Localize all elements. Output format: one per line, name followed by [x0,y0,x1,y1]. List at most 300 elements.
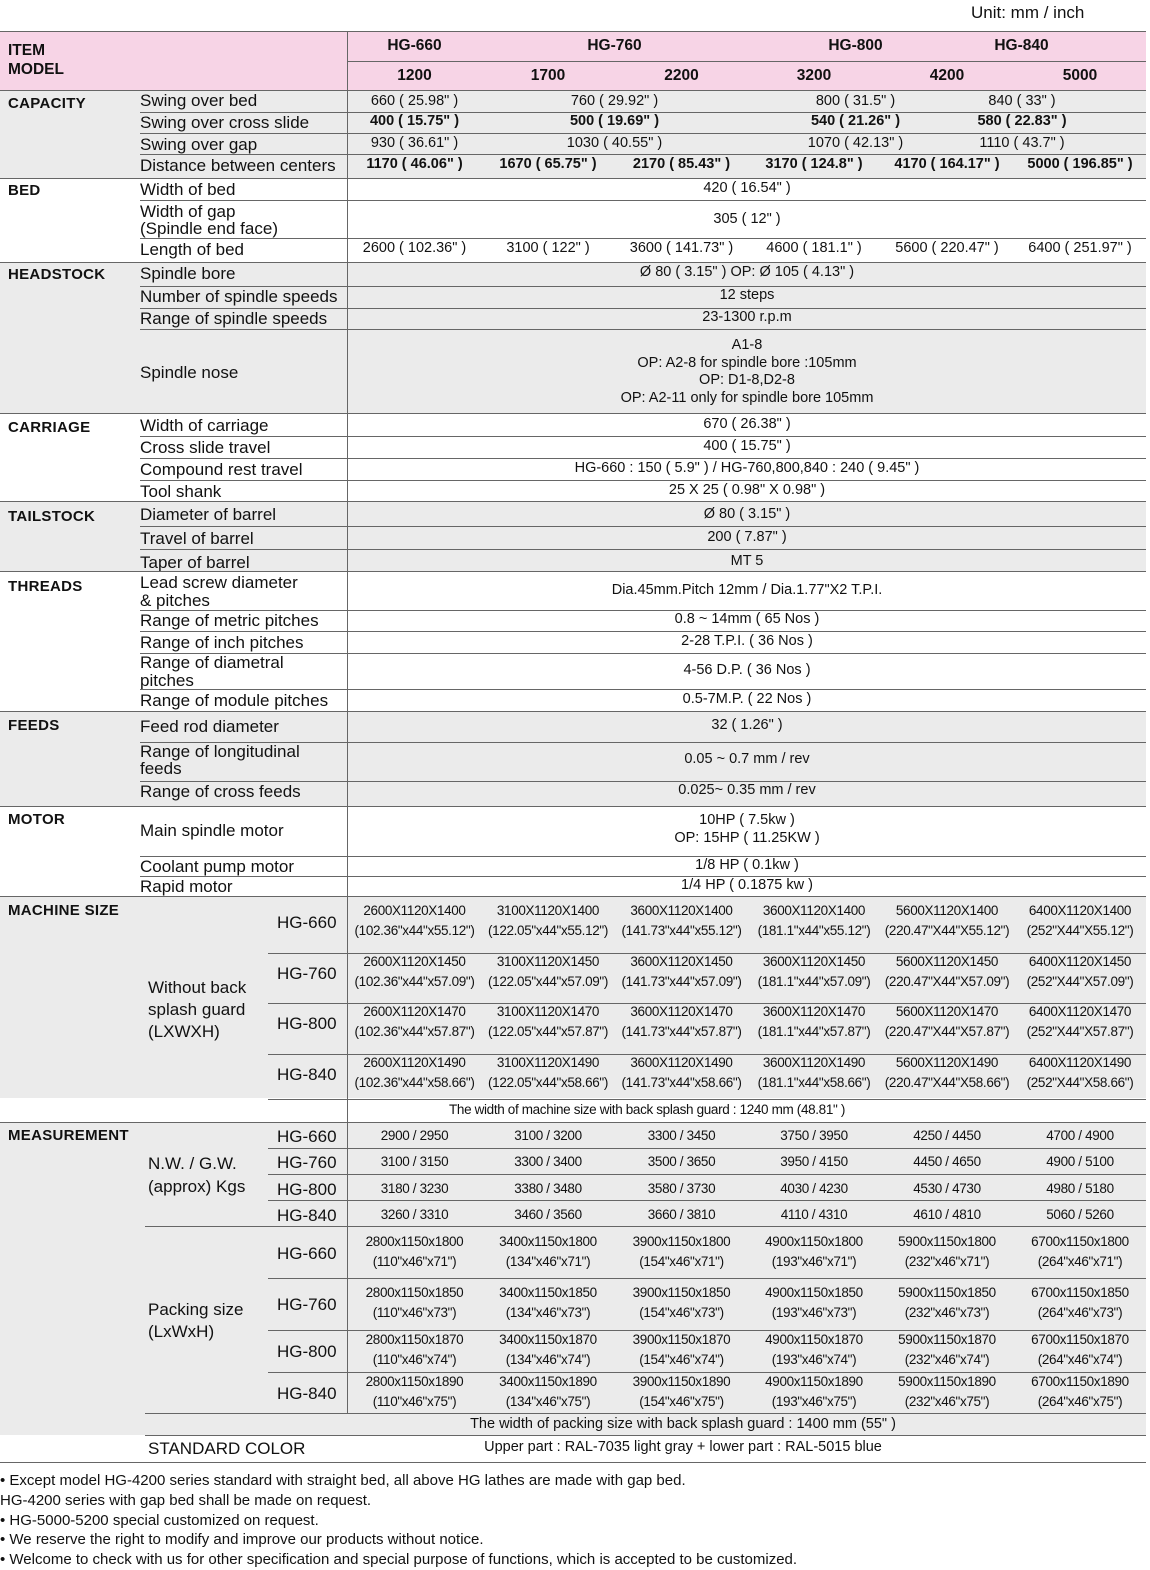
item-width-gap-2: (Spindle end face) [140,219,278,238]
machine-size-inches: (220.47"X44"X55.12") [884,923,1010,938]
machine-size-dims: 6400X1120X1490 [1028,1055,1132,1070]
machine-size-inches: (252"X44"X58.66") [1026,1075,1134,1090]
row-rule [268,1148,1146,1149]
module-pitches-value: 0.5-7M.P. ( 22 Nos ) [682,691,812,707]
machine-size-dims: 6400X1120X1400 [1028,903,1132,918]
packing-inches: (232"x46"x75") [904,1394,990,1409]
dia-barrel-value: Ø 80 ( 3.15" ) [703,506,791,522]
packing-note: The width of packing size with back splash guard : 1400 mm (55" ) [470,1416,896,1432]
row-rule [140,480,1146,481]
row-rule [140,458,1146,459]
packing-inches: (110"x46"x73") [372,1305,457,1320]
packing-inches: (193"x46"x71") [771,1254,857,1269]
item-rapid-motor: Rapid motor [140,877,233,896]
spindle-bore-value: Ø 80 ( 3.15" ) OP: Ø 105 ( 4.13" ) [639,264,855,280]
weight-model: HG-840 [277,1206,337,1225]
bed-length: 5000 [1062,67,1098,84]
machine-size-inches: (102.36"x44"x58.66") [354,1075,475,1090]
machine-size-note: The width of machine size with back splash guard : 1240 mm (48.81" ) [449,1102,845,1117]
row-rule [140,286,1146,287]
weight-label: N.W. / G.W. [148,1154,237,1173]
row-rule [140,154,1146,155]
row-rule [268,1174,1146,1175]
item-long-feeds-2: feeds [140,759,182,778]
item-metric-pitches: Range of metric pitches [140,611,319,630]
machine-size-model: HG-760 [277,964,337,983]
row-rule [140,436,1146,437]
packing-inches: (134"x46"x73") [505,1305,591,1320]
item-diametral-2: pitches [140,671,194,690]
machine-size-dims: 3600X1120X1470 [630,1004,733,1019]
packing-dims: 3400x1150x1800 [499,1234,597,1249]
swing-bed-value: 760 ( 29.92" ) [570,93,659,109]
bed-length: 3200 [796,67,832,84]
item-width-carriage: Width of carriage [140,416,269,435]
section-machine-size: MACHINE SIZE [8,902,120,919]
num-speeds-value: 12 steps [719,287,775,303]
machine-size-dims: 6400X1120X1450 [1028,954,1132,969]
inch-pitches-value: 2-28 T.P.I. ( 36 Nos ) [681,633,813,649]
machine-size-inches: (252"X44"X57.87") [1026,1024,1134,1039]
machine-size-dims: 3600X1120X1450 [630,954,733,969]
dist-centers-value: 1670 ( 65.75" ) [499,156,597,172]
section-rule [0,1122,1146,1123]
weight-value: 2900 / 2950 [380,1128,449,1143]
range-speeds-value: 23-1300 r.p.m [702,309,792,325]
model-label: MODEL [8,61,64,78]
item-num-speeds: Number of spindle speeds [140,287,338,306]
packing-dims: 3900x1150x1870 [632,1332,731,1347]
long-feeds-value: 0.05 ~ 0.7 mm / rev [684,751,810,767]
weight-value: 3100 / 3150 [380,1154,449,1169]
machine-size-inches: (181.1"x44"x55.12") [757,923,871,938]
packing-inches: (193"x46"x74") [771,1352,857,1367]
footnote: • HG-5000-5200 special customized on request. [0,1511,319,1529]
machine-size-dims: 3600X1120X1450 [762,954,866,969]
swing-bed-value: 800 ( 31.5" ) [815,93,896,109]
packing-dims: 3900x1150x1800 [632,1234,731,1249]
machine-size-dims: 3600X1120X1490 [762,1055,866,1070]
section-headstock: HEADSTOCK [8,266,106,283]
machine-size-inches: (141.73"x44"x57.87") [621,1024,742,1039]
weight-value: 4980 / 5180 [1046,1181,1114,1196]
bed-length: 4200 [929,67,965,84]
machine-size-label-3: (LXWXH) [148,1022,220,1041]
length-bed-value: 4600 ( 181.1" ) [766,240,862,256]
row-rule [268,1054,1146,1055]
table-bottom-rule [0,1462,1146,1463]
section-motor: MOTOR [8,811,66,828]
footnote: • We reserve the right to modify and improve our products without notice. [0,1531,484,1549]
packing-model: HG-800 [277,1342,337,1361]
swing-gap-value: 1030 ( 40.55" ) [566,135,663,151]
feed-rod-value: 32 ( 1.26" ) [711,717,783,733]
machine-size-inches: (141.73"x44"x57.09") [621,974,742,989]
dist-centers-value: 4170 ( 164.17" ) [894,156,1000,172]
item-width-gap: Width of gap [140,202,236,221]
weight-value: 3950 / 4150 [780,1154,848,1169]
weight-value: 3100 / 3200 [514,1128,582,1143]
item-length-bed: Length of bed [140,240,244,259]
packing-inches: (134"x46"x75") [505,1394,591,1409]
weight-value: 4700 / 4900 [1046,1128,1114,1143]
packing-label: Packing size [148,1300,244,1319]
machine-size-inches: (102.36"x44"x55.12") [354,923,475,938]
machine-size-dims: 2600X1120X1470 [363,1004,466,1019]
length-bed-value: 3100 ( 122" ) [506,240,590,256]
machine-size-dims: 3100X1120X1470 [496,1004,600,1019]
spindle-nose-value: OP: A2-8 for spindle bore :105mm [637,354,857,371]
weight-value: 3580 / 3730 [647,1181,716,1196]
standard-color-label: STANDARD COLOR [148,1439,306,1458]
footnote: • Welcome to check with us for other specification and special purpose of functions, which is accepted to be customized. [0,1551,798,1569]
dist-centers-value: 5000 ( 196.85" ) [1027,156,1133,172]
packing-inches: (134"x46"x74") [505,1352,591,1367]
swing-bed-value: 660 ( 25.98" ) [370,93,459,109]
packing-inches: (264"x46"x74") [1037,1352,1123,1367]
machine-size-dims: 3600X1120X1470 [762,1004,866,1019]
machine-size-inches: (220.47"X44"X58.66") [884,1075,1010,1090]
packing-inches: (232"x46"x73") [904,1305,990,1320]
packing-dims: 6700x1150x1850 [1031,1285,1129,1300]
coolant-motor-value: 1/8 HP ( 0.1kw ) [695,857,799,873]
item-main-motor: Main spindle motor [140,821,284,840]
machine-size-inches: (181.1"x44"x57.87") [757,1024,871,1039]
row-rule [140,200,1146,201]
packing-inches: (110"x46"x75") [372,1394,457,1409]
main-motor-value: OP: 15HP ( 11.25KW ) [674,829,820,846]
packing-inches: (110"x46"x71") [372,1254,457,1269]
row-rule [140,876,1146,877]
row-rule [140,631,1146,632]
unit-label: Unit: mm / inch [971,3,1085,22]
packing-model: HG-840 [277,1384,337,1403]
machine-size-dims: 3100X1120X1490 [496,1055,600,1070]
section-feeds: FEEDS [8,717,60,734]
row-rule [140,689,1146,690]
machine-size-dims: 6400X1120X1470 [1028,1004,1132,1019]
section-bed: BED [8,182,41,199]
weight-value: 3180 / 3230 [380,1181,449,1196]
packing-inches: (154"x46"x71") [639,1254,724,1269]
packing-dims: 5900x1150x1850 [898,1285,996,1300]
dist-centers-value: 1170 ( 46.06" ) [366,156,463,172]
machine-size-model: HG-840 [277,1065,337,1084]
machine-size-inches: (220.47"X44"X57.87") [884,1024,1010,1039]
machine-size-dims: 3100X1120X1450 [496,954,600,969]
machine-size-dims: 5600X1120X1490 [895,1055,999,1070]
machine-size-inches: (252"X44"X57.09") [1026,974,1134,989]
section-capacity: CAPACITY [8,95,86,112]
machine-size-dims: 3600X1120X1400 [762,903,866,918]
machine-size-dims: 5600X1120X1470 [895,1004,999,1019]
section-rule [0,90,1146,91]
swing-gap-value: 1070 ( 42.13" ) [807,135,904,151]
packing-inches: (134"x46"x71") [505,1254,591,1269]
section-rule [0,178,1146,179]
packing-dims: 3400x1150x1890 [499,1374,597,1389]
row-rule [140,742,1146,743]
packing-inches: (264"x46"x73") [1037,1305,1123,1320]
length-bed-value: 2600 ( 102.36" ) [362,240,467,256]
machine-size-dims: 5600X1120X1450 [895,954,999,969]
item-spindle-nose: Spindle nose [140,363,239,382]
packing-inches: (193"x46"x73") [771,1305,857,1320]
row-rule [140,781,1146,782]
packing-model: HG-760 [277,1295,337,1314]
packing-dims: 3400x1150x1850 [499,1285,597,1300]
machine-size-label: Without back [148,978,247,997]
packing-inches: (232"x46"x74") [904,1352,990,1367]
packing-dims: 3400x1150x1870 [499,1332,597,1347]
section-rule [0,31,1146,32]
section-rule [0,262,1146,263]
spindle-nose-value: OP: D1-8,D2-8 [699,372,795,388]
item-diametral: Range of diametral [140,653,284,672]
lead-screw-value: Dia.45mm.Pitch 12mm / Dia.1.77"X2 T.P.I. [611,582,883,598]
swing-cross-value: 400 ( 15.75" ) [369,113,460,129]
value-column-rule [347,31,348,1413]
section-rule [0,501,1146,502]
travel-barrel-value: 200 ( 7.87" ) [707,529,787,545]
diametral-value: 4-56 D.P. ( 36 Nos ) [683,662,811,678]
item-tool-shank: Tool shank [140,482,222,501]
machine-size-model: HG-660 [277,913,337,932]
row-rule [140,610,1146,611]
swing-cross-value: 580 ( 22.83" ) [977,113,1067,129]
row-rule [145,1413,1146,1414]
item-long-feeds: Range of longitudinal [140,742,300,761]
row-rule [145,1435,1146,1436]
machine-size-inches: (220.47"X44"X57.09") [884,974,1010,989]
dist-centers-value: 2170 ( 85.43" ) [632,156,731,172]
footnote: • Except model HG-4200 series standard with straight bed, all above HG lathes are made with gap bed. [0,1472,686,1489]
machine-size-inches: (181.1"x44"x57.09") [757,974,871,989]
item-taper-barrel: Taper of barrel [140,553,250,572]
packing-inches: (154"x46"x74") [639,1352,724,1367]
section-carriage: CARRIAGE [8,419,91,436]
length-bed-value: 3600 ( 141.73" ) [629,240,734,256]
item-inch-pitches: Range of inch pitches [140,633,304,652]
packing-inches: (154"x46"x75") [639,1394,724,1409]
weight-value: 3660 / 3810 [647,1207,716,1222]
swing-bed-value: 840 ( 33" ) [988,93,1056,109]
bed-length: 1700 [530,67,566,84]
machine-size-inches: (102.36"x44"x57.87") [354,1024,475,1039]
weight-value: 3380 / 3480 [514,1181,582,1196]
item-lead-screw: Lead screw diameter [140,573,298,592]
section-measurement: MEASUREMENT [8,1127,129,1144]
taper-barrel-value: MT 5 [730,553,764,569]
packing-dims: 2800x1150x1890 [365,1374,464,1389]
machine-size-model: HG-800 [277,1014,337,1033]
weight-value: 4900 / 5100 [1046,1154,1114,1169]
packing-dims: 4900x1150x1870 [765,1332,863,1347]
weight-value: 4610 / 4810 [913,1207,981,1222]
weight-model: HG-800 [277,1180,337,1199]
row-rule [268,1330,1146,1331]
packing-dims: 4900x1150x1850 [765,1285,863,1300]
footnote: HG-4200 series with gap bed shall be made on request. [0,1491,372,1509]
machine-size-inches: (252"X44"X55.12") [1026,923,1134,938]
machine-size-dims: 3100X1120X1400 [496,903,600,918]
packing-inches: (232"x46"x71") [904,1254,990,1269]
width-gap-value: 305 ( 12" ) [713,211,781,227]
row-rule [140,653,1146,654]
weight-value: 3260 / 3310 [380,1207,449,1222]
item-dist-centers: Distance between centers [140,156,336,175]
packing-dims: 5900x1150x1870 [898,1332,996,1347]
model-group: HG-660 [387,37,442,54]
item-swing-cross: Swing over cross slide [140,113,310,132]
packing-label-2: (LxWxH) [148,1322,215,1341]
packing-dims: 5900x1150x1800 [898,1234,996,1249]
bed-length: 1200 [397,67,432,84]
item-travel-barrel: Travel of barrel [140,529,254,548]
swing-gap-value: 1110 ( 43.7" ) [979,135,1065,151]
packing-inches: (110"x46"x74") [372,1352,457,1367]
section-tailstock: TAILSTOCK [8,508,96,525]
packing-dims: 5900x1150x1890 [898,1374,996,1389]
weight-value: 3460 / 3560 [514,1207,582,1222]
packing-dims: 4900x1150x1890 [765,1374,863,1389]
rapid-motor-value: 1/4 HP ( 0.1875 kw ) [681,877,813,893]
weight-value: 3500 / 3650 [647,1154,716,1169]
weight-label-2: (approx) Kgs [148,1177,246,1196]
section-rule [0,571,1146,572]
weight-value: 4250 / 4450 [913,1128,981,1143]
row-rule [268,1372,1146,1373]
machine-size-dims: 2600X1120X1450 [363,954,466,969]
dist-centers-value: 3170 ( 124.8" ) [765,156,863,172]
model-group: HG-800 [828,37,883,54]
item-compound-travel: Compound rest travel [140,460,303,479]
main-motor-value: 10HP ( 7.5kw ) [699,812,795,828]
cross-feeds-value: 0.025~ 0.35 mm / rev [678,782,816,798]
swing-cross-value: 540 ( 21.26" ) [810,113,901,129]
item-spindle-bore: Spindle bore [140,264,236,283]
item-swing-gap: Swing over gap [140,135,258,154]
packing-dims: 2800x1150x1800 [365,1234,464,1249]
section-rule [0,413,1146,414]
machine-size-inches: (141.73"x44"x55.12") [621,923,742,938]
cross-travel-value: 400 ( 15.75" ) [703,438,791,454]
packing-inches: (154"x46"x73") [639,1305,724,1320]
row-rule [140,549,1146,550]
item-feed-rod: Feed rod diameter [140,717,279,736]
row-rule [140,308,1146,309]
item-width-bed: Width of bed [140,180,236,199]
item-module-pitches: Range of module pitches [140,691,329,710]
length-bed-value: 5600 ( 220.47" ) [895,240,999,256]
machine-size-inches: (141.73"x44"x58.66") [621,1075,742,1090]
row-rule [140,133,1146,134]
section-rule [0,711,1146,712]
machine-size-dims: 3600X1120X1490 [630,1055,733,1070]
machine-size-dims: 5600X1120X1400 [895,903,999,918]
row-rule [268,1278,1146,1279]
packing-dims: 4900x1150x1800 [765,1234,863,1249]
bed-length: 2200 [664,67,699,84]
machine-size-dims: 3600X1120X1400 [630,903,733,918]
row-rule [268,1003,1146,1004]
spindle-nose-value: A1-8 [731,337,763,353]
item-coolant-motor: Coolant pump motor [140,857,295,876]
row-rule [268,1200,1146,1201]
row-rule [140,856,1146,857]
packing-dims: 2800x1150x1850 [365,1285,464,1300]
machine-size-inches: (122.05"x44"x57.87") [488,1024,608,1039]
packing-inches: (264"x46"x71") [1037,1254,1123,1269]
machine-size-inches: (122.05"x44"x55.12") [488,923,608,938]
metric-pitches-value: 0.8 ~ 14mm ( 65 Nos ) [674,611,820,627]
weight-value: 3300 / 3400 [514,1154,582,1169]
item-dia-barrel: Diameter of barrel [140,505,277,524]
packing-dims: 6700x1150x1800 [1031,1234,1129,1249]
packing-inches: (193"x46"x75") [771,1394,857,1409]
packing-dims: 6700x1150x1890 [1031,1374,1129,1389]
item-lead-screw-2: & pitches [140,591,210,610]
row-rule [145,1226,1146,1227]
tool-shank-value: 25 X 25 ( 0.98" X 0.98" ) [668,482,826,498]
packing-dims: 2800x1150x1870 [365,1332,464,1347]
packing-dims: 3900x1150x1890 [632,1374,731,1389]
length-bed-value: 6400 ( 251.97" ) [1028,240,1132,256]
machine-size-inches: (102.36"x44"x57.09") [354,974,475,989]
packing-model: HG-660 [277,1244,337,1263]
item-swing-bed: Swing over bed [140,91,258,110]
machine-size-dims: 2600X1120X1400 [363,903,466,918]
compound-travel-value: HG-660 : 150 ( 5.9" ) / HG-760,800,840 : 240 ( 9.45" ) [574,460,920,476]
width-bed-value: 420 ( 16.54" ) [703,180,791,196]
standard-color-value: Upper part : RAL-7035 light gray + lower part : RAL-5015 blue [484,1439,882,1455]
width-carriage-value: 670 ( 26.38" ) [703,416,791,432]
row-rule [268,953,1146,954]
swing-cross-value: 500 ( 19.69" ) [569,113,660,129]
packing-inches: (264"x46"x75") [1037,1394,1123,1409]
weight-value: 4450 / 4650 [913,1154,981,1169]
header-divider [348,61,1146,62]
machine-size-label-2: splash guard [148,1000,246,1019]
item-cross-travel: Cross slide travel [140,438,271,457]
section-rule [0,896,1146,897]
item-range-speeds: Range of spindle speeds [140,309,328,328]
weight-model: HG-660 [277,1127,337,1146]
row-rule [268,1099,1146,1100]
section-rule [0,806,1146,807]
packing-dims: 3900x1150x1850 [632,1285,731,1300]
machine-size-inches: (122.05"x44"x58.66") [488,1075,608,1090]
weight-value: 5060 / 5260 [1046,1207,1114,1222]
swing-gap-value: 930 ( 36.61" ) [370,135,459,151]
weight-value: 4110 / 4310 [780,1207,848,1222]
weight-value: 3300 / 3450 [647,1128,716,1143]
weight-model: HG-760 [277,1153,337,1172]
packing-dims: 6700x1150x1870 [1031,1332,1129,1347]
row-rule [140,329,1146,330]
weight-value: 3750 / 3950 [780,1128,848,1143]
model-group: HG-840 [994,37,1049,54]
weight-value: 4530 / 4730 [913,1181,981,1196]
machine-size-inches: (181.1"x44"x58.66") [757,1075,871,1090]
model-group: HG-760 [587,37,642,54]
row-rule [140,238,1146,239]
item-label: ITEM [8,42,46,59]
row-rule [140,526,1146,527]
item-cross-feeds: Range of cross feeds [140,782,301,801]
spindle-nose-value: OP: A2-11 only for spindle bore 105mm [620,389,874,406]
machine-size-inches: (122.05"x44"x57.09") [488,974,608,989]
